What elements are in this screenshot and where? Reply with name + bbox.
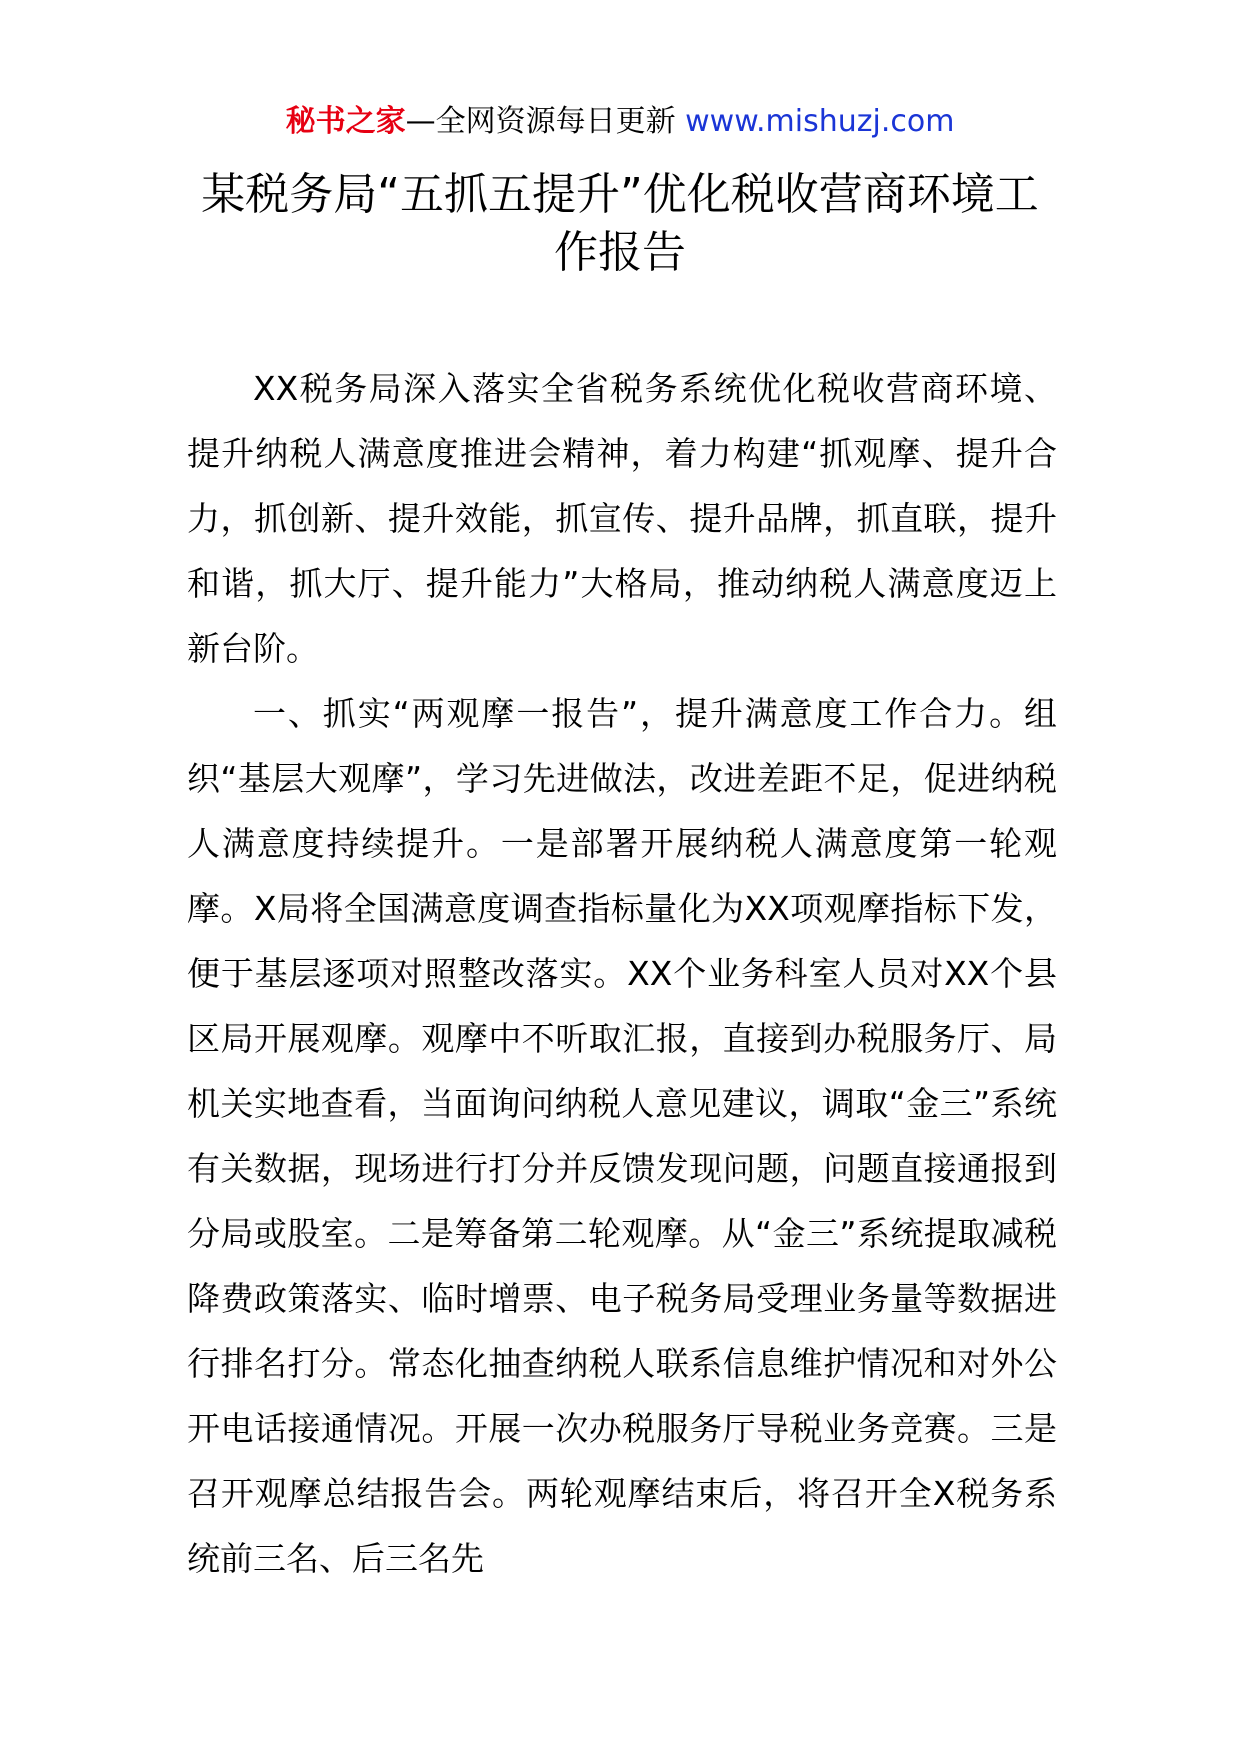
header-tagline: —全网资源每日更新 — [405, 104, 676, 139]
brand-name: 秘书之家 — [285, 104, 406, 139]
document-title: 某税务局“五抓五提升”优化税收营商环境工作报告 — [201, 169, 1039, 278]
site-header — [0, 100, 1240, 144]
paragraph-intro: XX税务局深入落实全省税务系统优化税收营商环境、提升纳税人满意度推进会精神，着力构建“抓观摩、提升合力，抓创新、提升效能，抓宣传、提升品牌，抓直联，提升和谐，抓大厅、提升能力”大格局，推动纳税人满意度迈上新台阶。 — [187, 369, 1057, 668]
paragraph-section-1: 一、抓实“两观摩一报告”，提升满意度工作合力。组织“基层大观摩”，学习先进做法，改进差距不足，促进纳税人满意度持续提升。一是部署开展纳税人满意度第一轮观摩。X局将全国满意度调查指标量化为XX项观摩指标下发，便于基层逐项对照整改落实。XX个业务科室人员对XX个县区局开展观摩。观摩中不听取汇报，直接到办税服务厅、局机关实地查看，当面询问纳税人意见建议，调取“金三”系统有关数据，现场进行打分并反馈发现问题，问题直接通报到分局或股室。二是筹备第二轮观摩。从“金三”系统提取减税降费政策落实、临时增票、电子税务局受理业务量等数据进行排名打分。常态化抽查纳税人联系信息维护情况和对外公开电话接通情况。开展一次办税服务厅导税业务竞赛。三是召开观摩总结报告会。两轮观摩结束后，将召开全X税务系统前三名、后三名先 — [187, 694, 1057, 1578]
site-url-link[interactable]: www.mishuzj.com — [685, 104, 955, 139]
document-body — [187, 356, 1057, 1591]
